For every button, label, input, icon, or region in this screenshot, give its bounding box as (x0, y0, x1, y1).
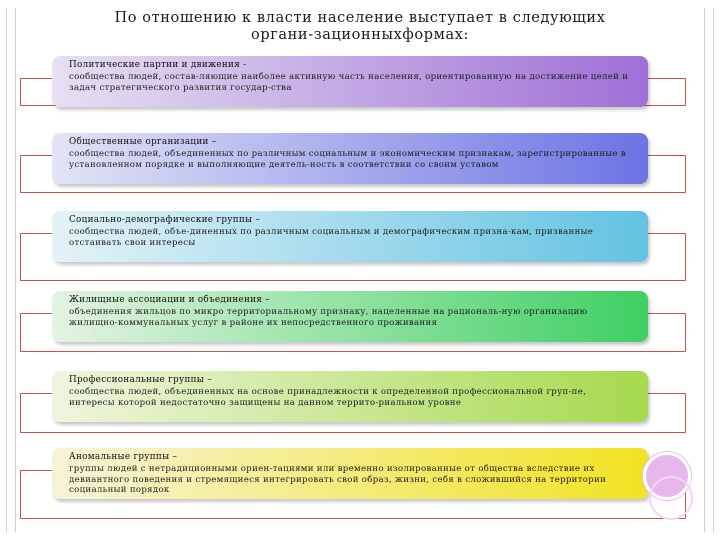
block-card (69, 60, 630, 93)
slide-title-line-1: По отношению к власти население выступает в следующих (114, 10, 606, 26)
block-text: сообщества людей, объединенных на основе принадлежности к определенной профессиональной груп-пе, интересы которой недостаточно защищены на данном террито-риальном уровне (69, 387, 587, 408)
right-frame-decoration (704, 8, 714, 532)
left-frame-decoration (6, 8, 16, 532)
slide-title (60, 10, 660, 44)
block-heading: Профессиональные группы – (69, 375, 212, 385)
block-heading: Аномальные группы – (69, 452, 178, 462)
block-card (69, 452, 630, 495)
block-card (69, 295, 630, 328)
block-heading: Жилищные ассоциации и объединения – (69, 295, 270, 305)
block-text: сообщества людей, объе-диненных по различным социальным и демографическим призна-кам, призванные отстаивать свои интересы (69, 227, 594, 248)
block-text: сообщества людей, объединенных по различным социальным и экономическим признакам, зарегистрированные в установленном порядке и выполняющие деятель-ность в соответствии со своим уставом (69, 149, 627, 170)
slide-title-line-2: органи-зационныхформах: (251, 27, 469, 43)
decorative-ring-icon (649, 476, 693, 520)
block-heading: Общественные организации – (69, 137, 217, 147)
block-heading: Политические партии и движения - (69, 60, 247, 70)
block-card (69, 375, 630, 408)
block-text: группы людей с нетрадиционными ориен-тациями или временно изолированные от общества вследствие их девиантного поведения и стремящиеся интегрировать свой образ, жизни, себя в сложившийся на территории социальный порядок (69, 464, 607, 495)
block-text: сообщества людей, состав-ляющие наиболее активную часть населения, ориентированную на достижение целей и задач стратегического развития государ-ства (69, 72, 629, 93)
block-heading: Социально-демографические группы – (69, 215, 261, 225)
block-card (69, 215, 630, 248)
block-text: объединения жильцов по микро территориальному признаку, нацеленные на рациональ-ную организацию жилищно-коммунальных услуг в районе их непосредственного проживания (69, 307, 588, 328)
block-card (69, 137, 630, 170)
